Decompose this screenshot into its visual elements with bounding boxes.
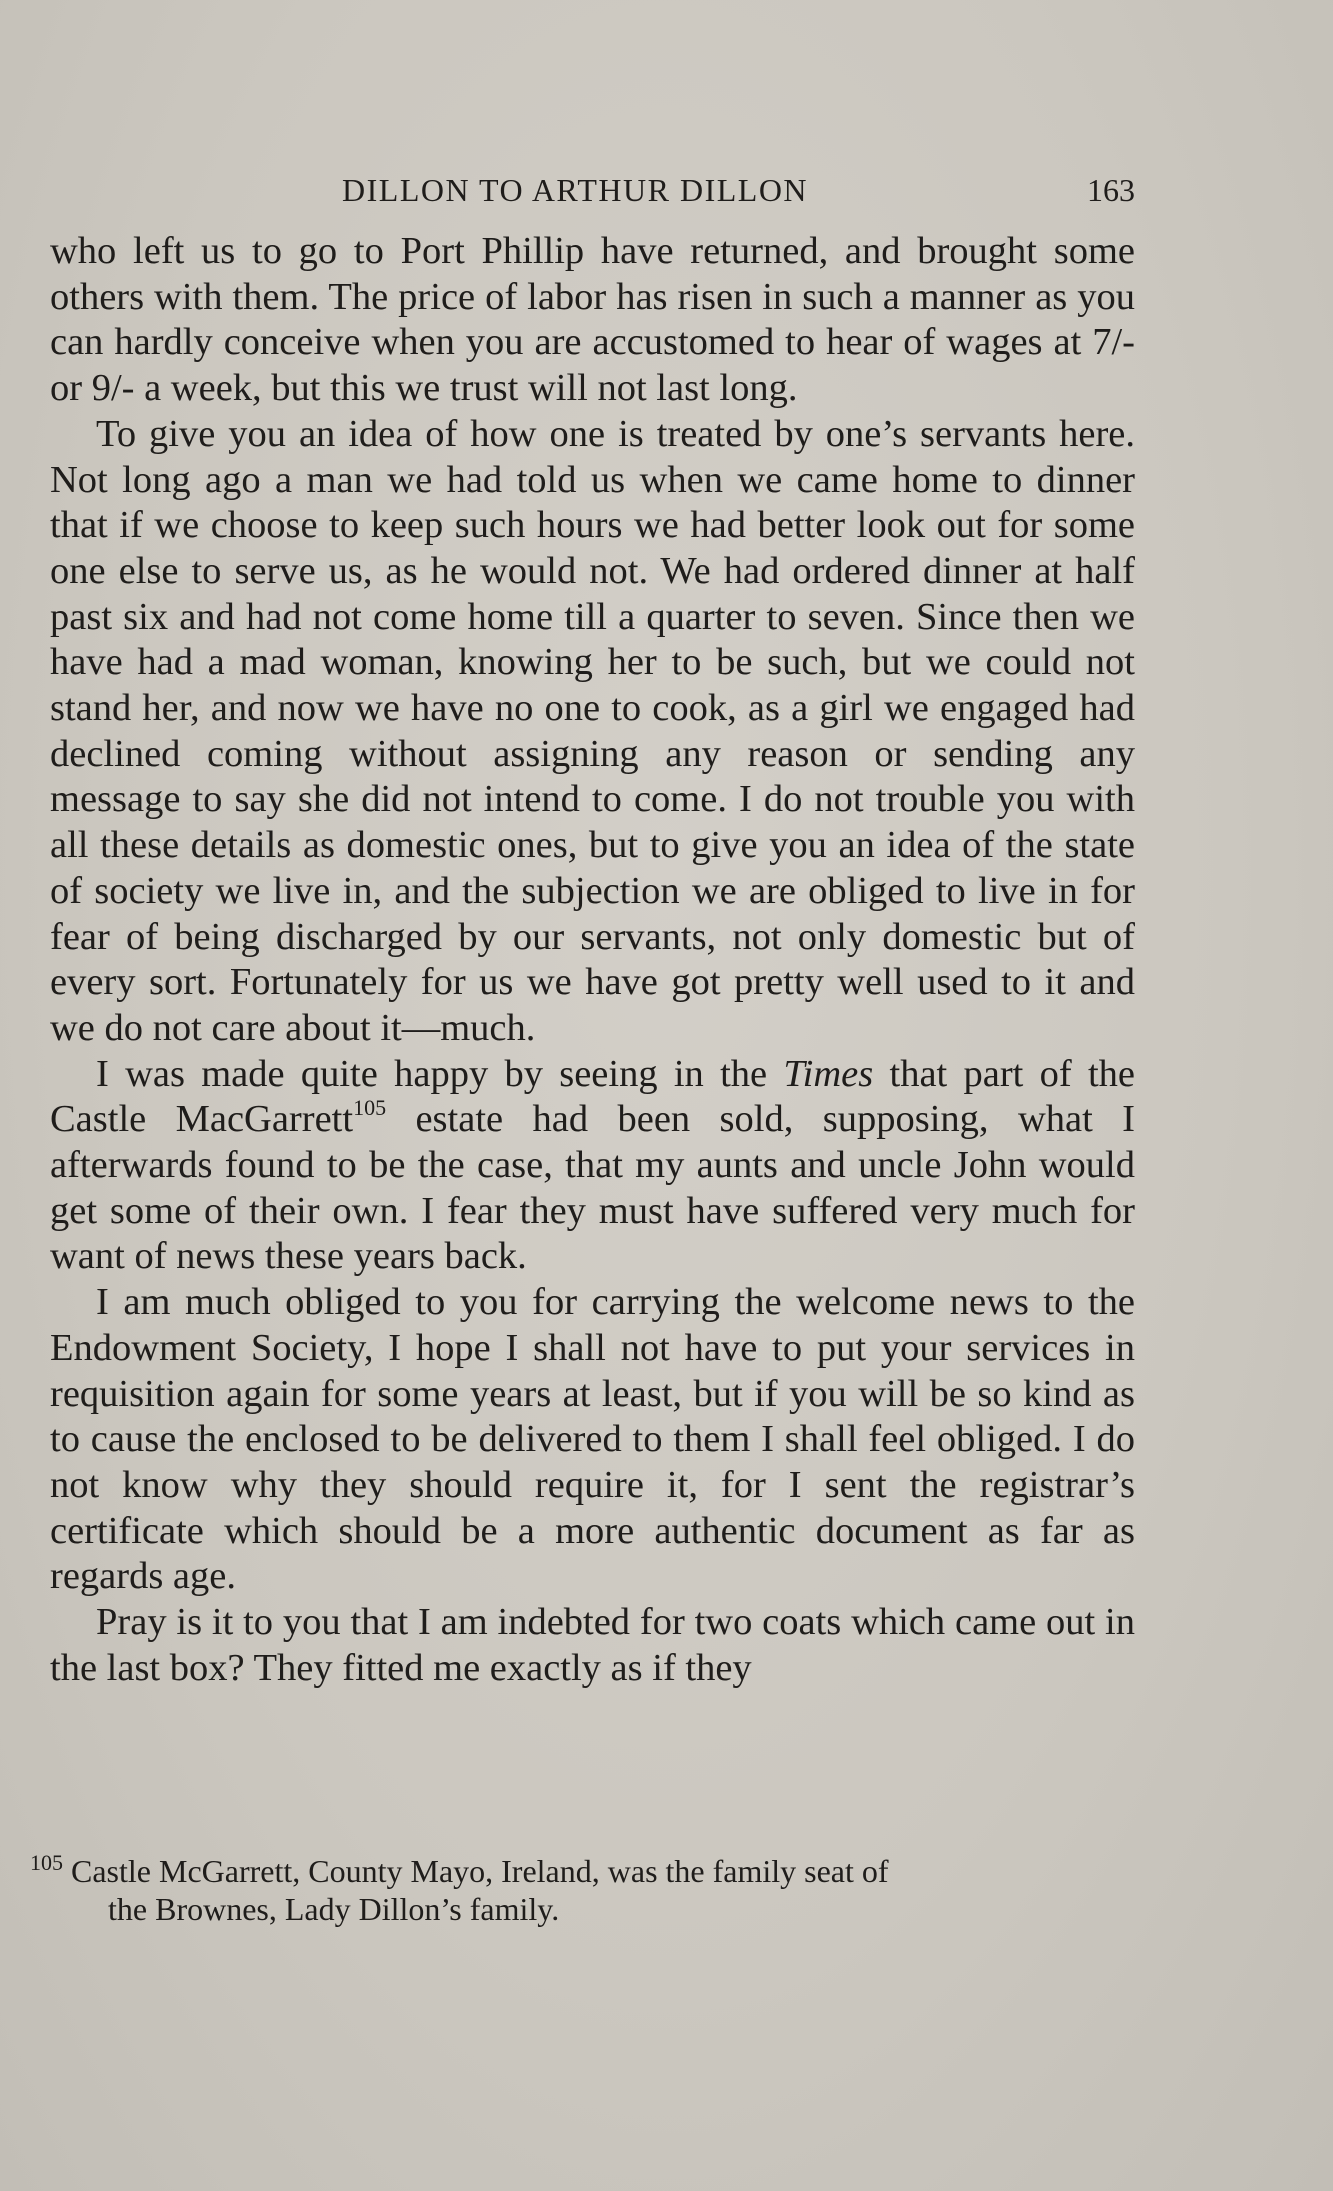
paragraph-3: [50, 1052, 1135, 1281]
body-text: [50, 229, 1135, 1692]
page-header: [50, 172, 1135, 220]
footnote-number: 105: [30, 1850, 63, 1875]
paragraph-3-text-c: estate had been sold, supposing, what I afterwards found to be the case, that my aunts and uncle John would get some of their own. I fear they must have suffered very much for want of news these years back.: [50, 1098, 1136, 1278]
footnote-line-1: Castle McGarrett, County Mayo, Ireland, was the family seat of: [71, 1853, 889, 1889]
footnote: [30, 1852, 1120, 1928]
newspaper-title: Times: [783, 1052, 874, 1095]
paragraph-3-text-a: I was made quite happy by seeing in the: [96, 1052, 784, 1095]
paragraph-4: I am much obliged to you for carrying the welcome news to the Endowment Society, I hope I shall not have to put your services in requisition again for some years at least, but if you will be so kind as to cause the enclosed to be delivered to them I shall feel obliged. I do not know why they should require it, for I sent the registrar’s certificate which should be a more authentic document as far as regards age.: [50, 1281, 1135, 1598]
paragraph-5: Pray is it to you that I am indebted for two coats which came out in the last box? They fitted me exactly as if they: [50, 1601, 1135, 1689]
running-head: DILLON TO ARTHUR DILLON: [342, 172, 809, 208]
paragraph-2: To give you an idea of how one is treated by one’s servants here. Not long ago a man we had told us when we came home to dinner that if we choose to keep such hours we had better look out for some one else to serve us, as he would not. We had ordered dinner at half past six and had not come home till a quarter to seven. Since then we have had a mad woman, knowing her to be such, but we could not stand her, and now we have no one to cook, as a girl we engaged had declined coming without assigning any reason or sending any message to say she did not intend to come. I do not trouble you with all these details as domestic ones, but to give you an idea of the state of society we live in, and the subjection we are obliged to live in for fear of being discharged by our servants, not only domestic but of every sort. Fortunately for us we have got pretty well used to it and we do not care about it—much.: [50, 412, 1135, 1049]
page-number: 163: [1087, 172, 1135, 208]
footnote-line-2: the Brownes, Lady Dillon’s family.: [108, 1891, 560, 1927]
paragraph-1: who left us to go to Port Phillip have returned, and brought some others with them. The price of labor has risen in such a manner as you can hardly conceive when you are accustomed to hear of wages at 7/- or 9/- a week, but this we trust will not last long.: [50, 230, 1135, 410]
footnote-reference: 105: [353, 1095, 387, 1121]
paragraph-3-text-b: that part of the Castle MacGarrett: [50, 1052, 1135, 1141]
